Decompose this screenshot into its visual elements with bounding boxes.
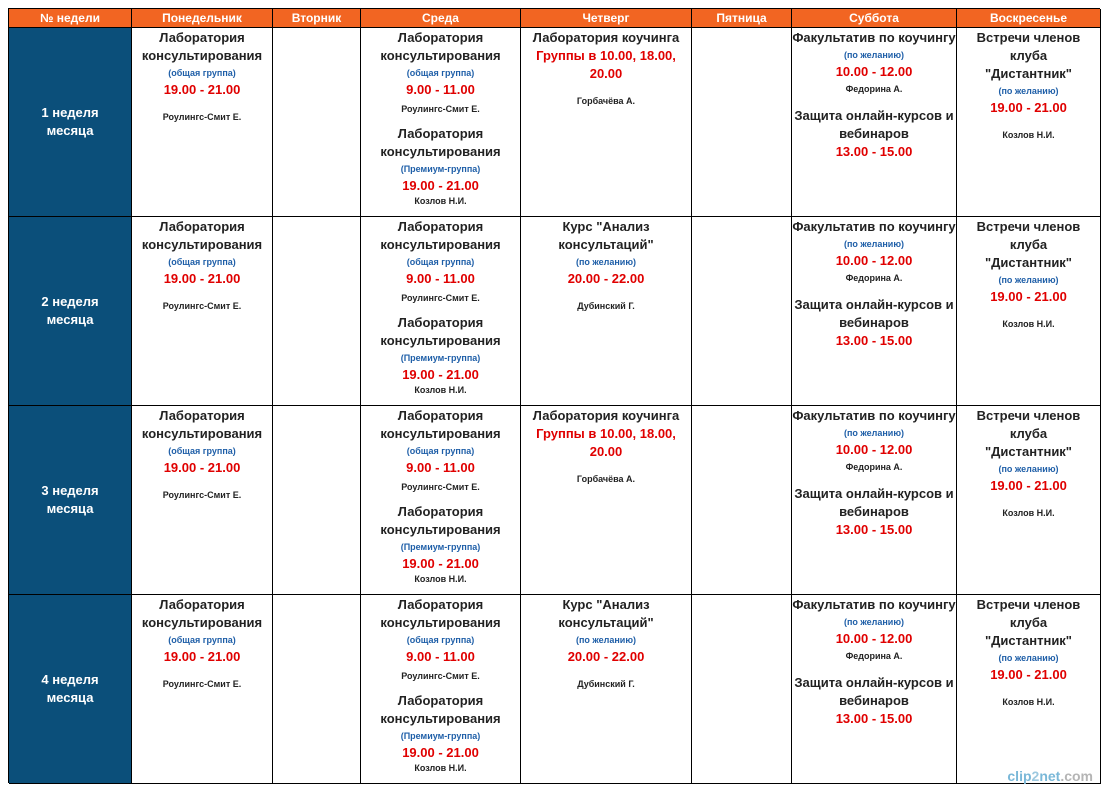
event-note: (Премиум-группа): [400, 542, 481, 552]
event-note: (общая группа): [168, 635, 236, 645]
event-host: Роулингс-Смит Е.: [401, 482, 480, 492]
cell-sunday: [957, 28, 1101, 217]
event-time: 19.00 - 21.00: [163, 649, 241, 664]
event-note: (Премиум-группа): [400, 164, 481, 174]
cell-wednesday: [361, 217, 521, 406]
event-host: Роулингс-Смит Е.: [162, 679, 242, 689]
schedule-table: [8, 8, 1100, 783]
cell-thursday: [521, 217, 692, 406]
event-time: 13.00 - 15.00: [835, 522, 913, 537]
event-time: 19.00 - 21.00: [402, 556, 479, 571]
event-time: 10.00 - 12.00: [835, 64, 913, 79]
event-time: 19.00 - 21.00: [163, 82, 241, 97]
event-note: (общая группа): [168, 446, 236, 456]
event-host: Козлов Н.И.: [414, 385, 467, 395]
event-title: Лаборатория консультирования: [380, 315, 501, 348]
event-title: Лаборатория консультирования: [141, 408, 263, 441]
event-note: (общая группа): [406, 635, 475, 645]
event-note: (по желанию): [575, 635, 637, 645]
event-time: 10.00 - 12.00: [835, 442, 913, 457]
event-host: Дубинский Г.: [577, 301, 635, 311]
event-time: 19.00 - 21.00: [990, 667, 1067, 682]
event-note: (по желанию): [575, 257, 637, 267]
event-title: Факультатив по коучингу: [792, 219, 956, 234]
header-thursday: Четверг: [521, 9, 692, 28]
event-title: Лаборатория консультирования: [141, 30, 263, 63]
event-host: Горбачёва А.: [576, 96, 636, 106]
event-title: Лаборатория коучинга: [532, 30, 680, 45]
event-host: Федорина А.: [845, 462, 903, 472]
cell-wednesday: [361, 406, 521, 595]
event-time: 20.00 - 22.00: [567, 649, 645, 664]
event-title: Защита онлайн-курсов и вебинаров: [794, 675, 954, 708]
event-host: Роулингс-Смит Е.: [401, 293, 480, 303]
header-tuesday: Вторник: [273, 9, 361, 28]
cell-tuesday: [273, 595, 361, 784]
event-note: (Премиум-группа): [400, 731, 481, 741]
event-note: (по желанию): [998, 464, 1059, 474]
cell-saturday: [792, 406, 957, 595]
cell-thursday: [521, 595, 692, 784]
cell-monday: [132, 217, 273, 406]
cell-thursday: [521, 406, 692, 595]
cell-monday: [132, 28, 273, 217]
event-note: (по желанию): [843, 428, 905, 438]
event-note: (общая группа): [406, 68, 475, 78]
cell-sunday: [957, 595, 1101, 784]
event-note: (по желанию): [998, 275, 1059, 285]
cell-sunday: [957, 406, 1101, 595]
event-time: 19.00 - 21.00: [990, 289, 1067, 304]
event-host: Роулингс-Смит Е.: [162, 112, 242, 122]
cell-saturday: [792, 28, 957, 217]
cell-monday: [132, 595, 273, 784]
event-host: Козлов Н.И.: [414, 574, 467, 584]
event-host: Козлов Н.И.: [1002, 319, 1055, 329]
event-time: 19.00 - 21.00: [163, 460, 241, 475]
event-time: 13.00 - 15.00: [835, 144, 913, 159]
week-label: 2 неделя месяца: [9, 217, 132, 406]
event-host: Роулингс-Смит Е.: [162, 490, 242, 500]
header-week-number: № недели: [9, 9, 132, 28]
header-sunday: Воскресенье: [957, 9, 1101, 28]
event-title: Факультатив по коучингу: [792, 597, 956, 612]
event-title: Лаборатория коучинга: [532, 408, 680, 423]
event-note: (по желанию): [998, 86, 1059, 96]
event-time: 10.00 - 12.00: [835, 253, 913, 268]
cell-wednesday: [361, 595, 521, 784]
event-time: 19.00 - 21.00: [402, 745, 479, 760]
event-title: Лаборатория консультирования: [380, 693, 501, 726]
event-note: (Премиум-группа): [400, 353, 481, 363]
event-title: Встречи членов клуба "Дистантник": [976, 408, 1081, 459]
cell-monday: [132, 406, 273, 595]
cell-sunday: [957, 217, 1101, 406]
cell-saturday: [792, 595, 957, 784]
header-friday: Пятница: [692, 9, 792, 28]
event-host: Роулингс-Смит Е.: [162, 301, 242, 311]
event-note: (общая группа): [406, 257, 475, 267]
event-time: 9.00 - 11.00: [406, 460, 475, 475]
event-host: Дубинский Г.: [577, 679, 635, 689]
event-time: 10.00 - 12.00: [835, 631, 913, 646]
event-time: Группы в 10.00, 18.00, 20.00: [536, 48, 676, 81]
event-note: (по желанию): [843, 617, 905, 627]
cell-tuesday: [273, 217, 361, 406]
event-time: 19.00 - 21.00: [402, 178, 479, 193]
event-host: Козлов Н.И.: [414, 763, 467, 773]
event-host: Федорина А.: [845, 651, 903, 661]
event-note: (общая группа): [406, 446, 475, 456]
event-time: 19.00 - 21.00: [163, 271, 241, 286]
cell-tuesday: [273, 28, 361, 217]
event-note: (по желанию): [843, 50, 905, 60]
event-time: 19.00 - 21.00: [402, 367, 479, 382]
event-note: (общая группа): [168, 68, 236, 78]
cell-saturday: [792, 217, 957, 406]
event-host: Федорина А.: [845, 84, 903, 94]
event-title: Лаборатория консультирования: [141, 597, 263, 630]
week-label: 3 неделя месяца: [9, 406, 132, 595]
cell-tuesday: [273, 406, 361, 595]
cell-friday: [692, 217, 792, 406]
event-title: Факультатив по коучингу: [792, 30, 956, 45]
event-host: Козлов Н.И.: [1002, 697, 1055, 707]
event-time: Группы в 10.00, 18.00, 20.00: [536, 426, 676, 459]
header-saturday: Суббота: [792, 9, 957, 28]
event-title: Лаборатория консультирования: [141, 219, 263, 252]
cell-friday: [692, 595, 792, 784]
cell-thursday: [521, 28, 692, 217]
event-title: Лаборатория консультирования: [380, 597, 501, 630]
event-host: Горбачёва А.: [576, 474, 636, 484]
event-host: Роулингс-Смит Е.: [401, 104, 480, 114]
event-time: 9.00 - 11.00: [406, 649, 475, 664]
event-title: Встречи членов клуба "Дистантник": [976, 219, 1081, 270]
header-wednesday: Среда: [361, 9, 521, 28]
event-title: Курс "Анализ консультаций": [558, 597, 654, 630]
event-title: Лаборатория консультирования: [380, 504, 501, 537]
week-label: 1 неделя месяца: [9, 28, 132, 217]
event-title: Защита онлайн-курсов и вебинаров: [794, 297, 954, 330]
event-time: 20.00 - 22.00: [567, 271, 645, 286]
event-time: 9.00 - 11.00: [406, 271, 475, 286]
event-time: 13.00 - 15.00: [835, 711, 913, 726]
event-title: Лаборатория консультирования: [380, 219, 501, 252]
event-title: Лаборатория консультирования: [380, 30, 501, 63]
event-title: Защита онлайн-курсов и вебинаров: [794, 108, 954, 141]
event-title: Встречи членов клуба "Дистантник": [976, 597, 1081, 648]
event-time: 19.00 - 21.00: [990, 478, 1067, 493]
event-host: Федорина А.: [845, 273, 903, 283]
event-title: Факультатив по коучингу: [792, 408, 956, 423]
event-note: (общая группа): [168, 257, 236, 267]
event-title: Защита онлайн-курсов и вебинаров: [794, 486, 954, 519]
cell-friday: [692, 28, 792, 217]
cell-wednesday: [361, 28, 521, 217]
cell-friday: [692, 406, 792, 595]
event-time: 13.00 - 15.00: [835, 333, 913, 348]
event-title: Лаборатория консультирования: [380, 408, 501, 441]
event-title: Встречи членов клуба "Дистантник": [976, 30, 1081, 81]
event-host: Роулингс-Смит Е.: [401, 671, 480, 681]
event-note: (по желанию): [998, 653, 1059, 663]
event-title: Курс "Анализ консультаций": [558, 219, 654, 252]
event-host: Козлов Н.И.: [1002, 130, 1055, 140]
event-time: 9.00 - 11.00: [406, 82, 475, 97]
event-host: Козлов Н.И.: [1002, 508, 1055, 518]
watermark-logo: clip2net.com: [1007, 768, 1093, 784]
header-monday: Понедельник: [132, 9, 273, 28]
event-time: 19.00 - 21.00: [990, 100, 1067, 115]
event-note: (по желанию): [843, 239, 905, 249]
event-title: Лаборатория консультирования: [380, 126, 501, 159]
week-label: 4 неделя месяца: [9, 595, 132, 784]
event-host: Козлов Н.И.: [414, 196, 467, 206]
